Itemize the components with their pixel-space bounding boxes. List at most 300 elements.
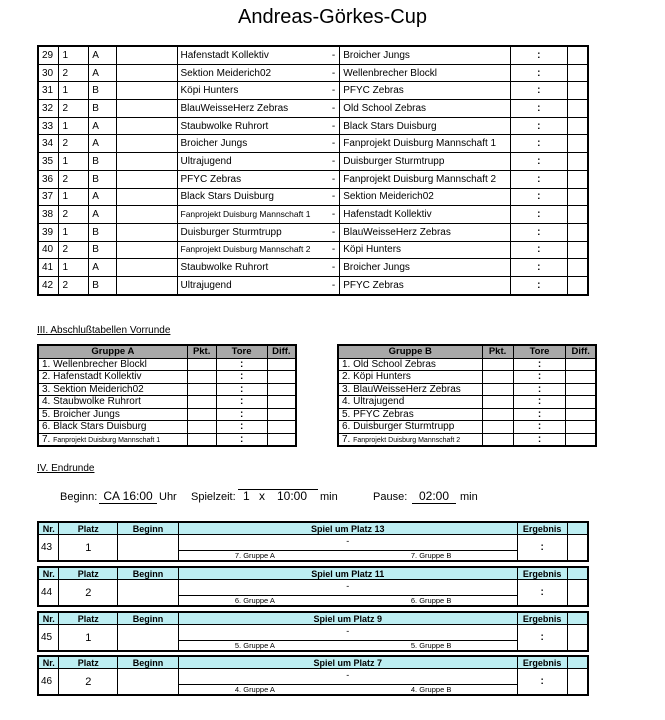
final-number: 46	[38, 669, 59, 696]
final-beginn	[118, 625, 179, 652]
match-team-2: Duisburger Sturmtrupp	[340, 153, 511, 171]
group-team-7-name: Fanprojekt Duisburg Mannschaft 2	[353, 436, 461, 444]
match-extra	[567, 46, 588, 64]
final-game-title: Spiel um Platz 9	[178, 612, 517, 625]
group-row	[38, 383, 296, 396]
page-title: Andreas-Görkes-Cup	[238, 6, 427, 28]
group-team: 5. PFYC Zebras	[338, 408, 482, 421]
match-extra	[567, 153, 588, 171]
match-dash: -	[331, 173, 336, 185]
match-time	[117, 153, 177, 171]
team-1-name: Hafenstadt Kollektiv	[180, 49, 269, 61]
final-platz: 2	[59, 669, 118, 696]
team-1-name: PFYC Zebras	[180, 173, 242, 185]
team-1-name: Köpi Hunters	[180, 85, 239, 97]
final-dash: -	[346, 536, 350, 546]
match-field: 1	[59, 153, 89, 171]
group-title: Gruppe A	[38, 345, 187, 358]
match-number: 37	[38, 188, 59, 206]
header-diff: Diff.	[566, 345, 596, 358]
group-team: 3. Sektion Meiderich02	[38, 383, 187, 396]
header-platz: Platz	[59, 656, 118, 669]
match-extra	[567, 188, 588, 206]
match-team-1	[177, 188, 340, 206]
group-title: Gruppe B	[338, 345, 482, 358]
header-platz: Platz	[59, 522, 118, 535]
match-score: :	[511, 64, 568, 82]
group-diff	[267, 408, 296, 421]
group-points	[187, 433, 216, 446]
header-ergebnis: Ergebnis	[517, 522, 567, 535]
match-dash: -	[331, 85, 336, 97]
team-1-name: Ultrajugend	[180, 279, 232, 291]
group-diff	[566, 396, 596, 409]
final-extra	[567, 535, 588, 562]
final-team-labels	[178, 685, 517, 696]
final-header-row	[38, 522, 588, 535]
final-game-table	[37, 655, 589, 696]
final-beginn	[118, 669, 179, 696]
team-1-name: Sektion Meiderich02	[180, 67, 272, 79]
final-row	[38, 580, 588, 596]
match-field: 2	[59, 135, 89, 153]
match-group: B	[89, 153, 117, 171]
match-field: 1	[59, 259, 89, 277]
match-field: 1	[59, 82, 89, 100]
match-score: :	[511, 259, 568, 277]
match-row	[38, 188, 588, 206]
match-team-1	[177, 206, 340, 224]
group-rank-7: 7.	[42, 433, 51, 445]
match-dash: -	[331, 226, 336, 238]
group-goals: :	[513, 358, 566, 371]
match-team-2: PFYC Zebras	[340, 276, 511, 294]
match-group: B	[89, 170, 117, 188]
header-nr: Nr.	[38, 522, 59, 535]
match-team-2: PFYC Zebras	[340, 82, 511, 100]
match-team-1	[177, 153, 340, 171]
header-diff: Diff.	[267, 345, 296, 358]
match-row	[38, 223, 588, 241]
group-goals: :	[513, 433, 566, 446]
match-dash: -	[331, 49, 336, 61]
group-points	[187, 358, 216, 371]
final-beginn	[118, 580, 179, 607]
group-team-7-name: Fanprojekt Duisburg Mannschaft 1	[53, 436, 161, 444]
final-beginn	[118, 535, 179, 562]
match-group: B	[89, 223, 117, 241]
group-goals: :	[513, 371, 566, 384]
group-team: 1. Wellenbrecher Blockl	[38, 358, 187, 371]
final-team-labels	[178, 596, 517, 607]
match-score: :	[511, 206, 568, 224]
match-score: :	[511, 117, 568, 135]
header-beginn: Beginn	[118, 656, 179, 669]
group-points	[187, 421, 216, 434]
group-diff	[566, 433, 596, 446]
match-team-2: Hafenstadt Kollektiv	[340, 206, 511, 224]
final-extra	[567, 669, 588, 696]
team-1-name: Staubwolke Ruhrort	[180, 262, 269, 274]
match-number: 34	[38, 135, 59, 153]
final-game-title: Spiel um Platz 11	[178, 567, 517, 580]
header-tore: Tore	[513, 345, 566, 358]
final-team-labels	[178, 551, 517, 562]
match-time	[117, 82, 177, 100]
group-goals: :	[216, 358, 267, 371]
match-dash: -	[331, 120, 336, 132]
final-left-team: 5. Gruppe A	[234, 641, 275, 650]
match-group: A	[89, 206, 117, 224]
match-number: 33	[38, 117, 59, 135]
final-number: 45	[38, 625, 59, 652]
match-number: 29	[38, 46, 59, 64]
group-diff	[267, 383, 296, 396]
final-header-row	[38, 567, 588, 580]
group-diff	[267, 433, 296, 446]
final-number: 44	[38, 580, 59, 607]
match-row	[38, 64, 588, 82]
final-right-team: 5. Gruppe B	[410, 641, 452, 650]
group-row	[38, 421, 296, 434]
match-time	[117, 46, 177, 64]
group-row	[38, 408, 296, 421]
match-team-1	[177, 64, 340, 82]
group-team	[38, 433, 187, 446]
group-diff	[267, 371, 296, 384]
group-header-row	[338, 345, 596, 358]
group-b-table	[337, 344, 597, 447]
match-field: 2	[59, 100, 89, 118]
match-team-2: Old School Zebras	[340, 100, 511, 118]
match-extra	[567, 82, 588, 100]
header-tore: Tore	[216, 345, 267, 358]
group-team: 2. Köpi Hunters	[338, 371, 482, 384]
final-result: :	[517, 669, 567, 696]
match-group: A	[89, 188, 117, 206]
final-header-row	[38, 656, 588, 669]
header-nr: Nr.	[38, 656, 59, 669]
group-diff	[566, 421, 596, 434]
match-dash: -	[331, 102, 336, 114]
group-points	[187, 383, 216, 396]
match-row	[38, 206, 588, 224]
header-nr: Nr.	[38, 567, 59, 580]
group-goals: :	[216, 421, 267, 434]
group-diff	[566, 383, 596, 396]
match-team-2: Black Stars Duisburg	[340, 117, 511, 135]
match-dash: -	[331, 209, 336, 221]
header-pkt: Pkt.	[482, 345, 513, 358]
header-extra	[567, 612, 588, 625]
match-extra	[567, 135, 588, 153]
section-group-tables-title: III. Abschlußtabellen Vorrunde	[37, 325, 171, 336]
match-score: :	[511, 46, 568, 64]
match-team-1	[177, 82, 340, 100]
match-field: 2	[59, 170, 89, 188]
match-dash: -	[331, 155, 336, 167]
group-goals: :	[513, 396, 566, 409]
final-number: 43	[38, 535, 59, 562]
group-goals: :	[216, 383, 267, 396]
match-time	[117, 223, 177, 241]
match-schedule-table	[37, 45, 589, 296]
match-extra	[567, 223, 588, 241]
match-row	[38, 100, 588, 118]
match-team-2: Broicher Jungs	[340, 259, 511, 277]
header-extra	[567, 656, 588, 669]
final-right-team: 6. Gruppe B	[410, 596, 452, 605]
group-team: 1. Old School Zebras	[338, 358, 482, 371]
match-time	[117, 276, 177, 294]
group-points	[482, 421, 513, 434]
header-ergebnis: Ergebnis	[517, 567, 567, 580]
group-points	[482, 383, 513, 396]
final-teams-line	[178, 535, 517, 551]
header-extra	[567, 522, 588, 535]
match-dash: -	[331, 279, 336, 291]
section-final-round-title: IV. Endrunde	[37, 463, 95, 474]
match-group: A	[89, 46, 117, 64]
group-team: 6. Duisburger Sturmtrupp	[338, 421, 482, 434]
match-dash: -	[331, 244, 336, 256]
match-field: 1	[59, 223, 89, 241]
group-row	[38, 358, 296, 371]
group-points	[482, 433, 513, 446]
spielzeit-value: 10:00	[277, 489, 308, 503]
match-row	[38, 153, 588, 171]
final-left-team: 6. Gruppe A	[234, 596, 275, 605]
match-dash: -	[331, 67, 336, 79]
match-row	[38, 117, 588, 135]
header-beginn: Beginn	[118, 567, 179, 580]
match-team-2: BlauWeisseHerz Zebras	[340, 223, 511, 241]
team-1-name: Fanprojekt Duisburg Mannschaft 1	[180, 209, 311, 220]
team-1-name: Staubwolke Ruhrort	[180, 120, 269, 132]
final-platz: 1	[59, 535, 118, 562]
spielzeit-label: Spielzeit:	[191, 491, 236, 503]
match-score: :	[511, 276, 568, 294]
final-result: :	[517, 625, 567, 652]
match-time	[117, 64, 177, 82]
match-group: B	[89, 82, 117, 100]
match-team-2: Fanprojekt Duisburg Mannschaft 1	[340, 135, 511, 153]
match-team-2: Broicher Jungs	[340, 46, 511, 64]
match-number: 32	[38, 100, 59, 118]
match-group: A	[89, 117, 117, 135]
group-team: 2. Hafenstadt Kollektiv	[38, 371, 187, 384]
group-diff	[566, 371, 596, 384]
team-1-name: Broicher Jungs	[180, 138, 248, 150]
match-extra	[567, 259, 588, 277]
match-team-1	[177, 117, 340, 135]
team-1-name: Duisburger Sturmtrupp	[180, 226, 282, 238]
match-team-1	[177, 46, 340, 64]
match-score: :	[511, 188, 568, 206]
match-time	[117, 170, 177, 188]
match-score: :	[511, 100, 568, 118]
group-rank-7: 7.	[342, 433, 351, 445]
match-score: :	[511, 170, 568, 188]
match-row	[38, 82, 588, 100]
match-number: 41	[38, 259, 59, 277]
group-team	[338, 433, 482, 446]
final-row	[38, 625, 588, 641]
match-number: 35	[38, 153, 59, 171]
group-row	[38, 433, 296, 446]
match-extra	[567, 100, 588, 118]
group-diff	[566, 408, 596, 421]
match-extra	[567, 170, 588, 188]
header-pkt: Pkt.	[187, 345, 216, 358]
match-team-1	[177, 259, 340, 277]
beginn-label: Beginn:	[60, 491, 98, 503]
group-diff	[267, 396, 296, 409]
group-row	[338, 421, 596, 434]
group-header-row	[38, 345, 296, 358]
group-team: 6. Black Stars Duisburg	[38, 421, 187, 434]
group-goals: :	[513, 421, 566, 434]
group-team: 4. Staubwolke Ruhrort	[38, 396, 187, 409]
team-1-name: BlauWeisseHerz Zebras	[180, 102, 289, 114]
final-header-row	[38, 612, 588, 625]
final-game-title: Spiel um Platz 13	[178, 522, 517, 535]
final-result: :	[517, 535, 567, 562]
header-ergebnis: Ergebnis	[517, 612, 567, 625]
header-platz: Platz	[59, 612, 118, 625]
match-team-2: Köpi Hunters	[340, 241, 511, 259]
final-right-team: 7. Gruppe B	[410, 551, 452, 560]
match-field: 2	[59, 241, 89, 259]
group-goals: :	[216, 396, 267, 409]
match-extra	[567, 64, 588, 82]
final-right-team: 4. Gruppe B	[410, 685, 452, 694]
header-beginn: Beginn	[118, 522, 179, 535]
match-field: 2	[59, 206, 89, 224]
match-field: 2	[59, 64, 89, 82]
match-score: :	[511, 135, 568, 153]
match-field: 1	[59, 46, 89, 64]
group-row	[38, 396, 296, 409]
match-team-1	[177, 170, 340, 188]
final-dash: -	[346, 626, 350, 636]
final-extra	[567, 625, 588, 652]
match-group: B	[89, 276, 117, 294]
match-field: 1	[59, 188, 89, 206]
match-time	[117, 241, 177, 259]
match-team-2: Wellenbrecher Blockl	[340, 64, 511, 82]
group-points	[187, 408, 216, 421]
final-game-title: Spiel um Platz 7	[178, 656, 517, 669]
match-number: 30	[38, 64, 59, 82]
final-game-table	[37, 521, 589, 562]
final-platz: 1	[59, 625, 118, 652]
team-1-name: Black Stars Duisburg	[180, 191, 274, 203]
group-diff	[267, 421, 296, 434]
final-teams-line	[178, 625, 517, 641]
pause-label: Pause:	[373, 491, 408, 503]
match-number: 39	[38, 223, 59, 241]
final-team-labels	[178, 641, 517, 652]
group-goals: :	[216, 408, 267, 421]
group-goals: :	[216, 371, 267, 384]
team-1-name: Fanprojekt Duisburg Mannschaft 2	[180, 244, 311, 255]
final-dash: -	[346, 581, 350, 591]
final-result: :	[517, 580, 567, 607]
group-points	[187, 371, 216, 384]
final-platz: 2	[59, 580, 118, 607]
group-row	[338, 408, 596, 421]
match-time	[117, 188, 177, 206]
final-row	[38, 669, 588, 685]
final-teams-line	[178, 669, 517, 685]
group-team: 3. BlauWeisseHerz Zebras	[338, 383, 482, 396]
group-points	[482, 371, 513, 384]
group-row	[338, 358, 596, 371]
match-row	[38, 276, 588, 294]
group-points	[482, 396, 513, 409]
match-team-1	[177, 100, 340, 118]
match-extra	[567, 241, 588, 259]
group-diff	[267, 358, 296, 371]
match-number: 42	[38, 276, 59, 294]
group-row	[338, 396, 596, 409]
spielzeit-field	[238, 489, 318, 503]
match-field: 1	[59, 117, 89, 135]
team-1-name: Ultrajugend	[180, 155, 232, 167]
group-row	[338, 371, 596, 384]
match-team-1	[177, 276, 340, 294]
match-team-1	[177, 223, 340, 241]
match-extra	[567, 117, 588, 135]
match-extra	[567, 276, 588, 294]
header-ergebnis: Ergebnis	[517, 656, 567, 669]
match-extra	[567, 206, 588, 224]
match-team-1	[177, 135, 340, 153]
match-row	[38, 241, 588, 259]
group-row	[338, 383, 596, 396]
group-points	[482, 408, 513, 421]
group-points	[187, 396, 216, 409]
pause-value: 02:00	[412, 489, 456, 504]
match-time	[117, 117, 177, 135]
group-diff	[566, 358, 596, 371]
match-time	[117, 206, 177, 224]
match-field: 2	[59, 276, 89, 294]
match-time	[117, 259, 177, 277]
match-number: 36	[38, 170, 59, 188]
group-goals: :	[513, 408, 566, 421]
group-goals: :	[513, 383, 566, 396]
match-row	[38, 170, 588, 188]
final-dash: -	[346, 670, 350, 680]
match-row	[38, 46, 588, 64]
match-time	[117, 135, 177, 153]
group-team: 5. Broicher Jungs	[38, 408, 187, 421]
final-teams-line	[178, 580, 517, 596]
match-dash: -	[331, 262, 336, 274]
uhr-label: Uhr	[159, 491, 177, 503]
spielzeit-x: x	[259, 489, 265, 503]
group-a-table	[37, 344, 297, 447]
match-time	[117, 100, 177, 118]
match-dash: -	[331, 138, 336, 150]
group-row	[38, 371, 296, 384]
match-dash: -	[331, 191, 336, 203]
min-label-2: min	[460, 491, 478, 503]
match-row	[38, 135, 588, 153]
match-group: B	[89, 241, 117, 259]
